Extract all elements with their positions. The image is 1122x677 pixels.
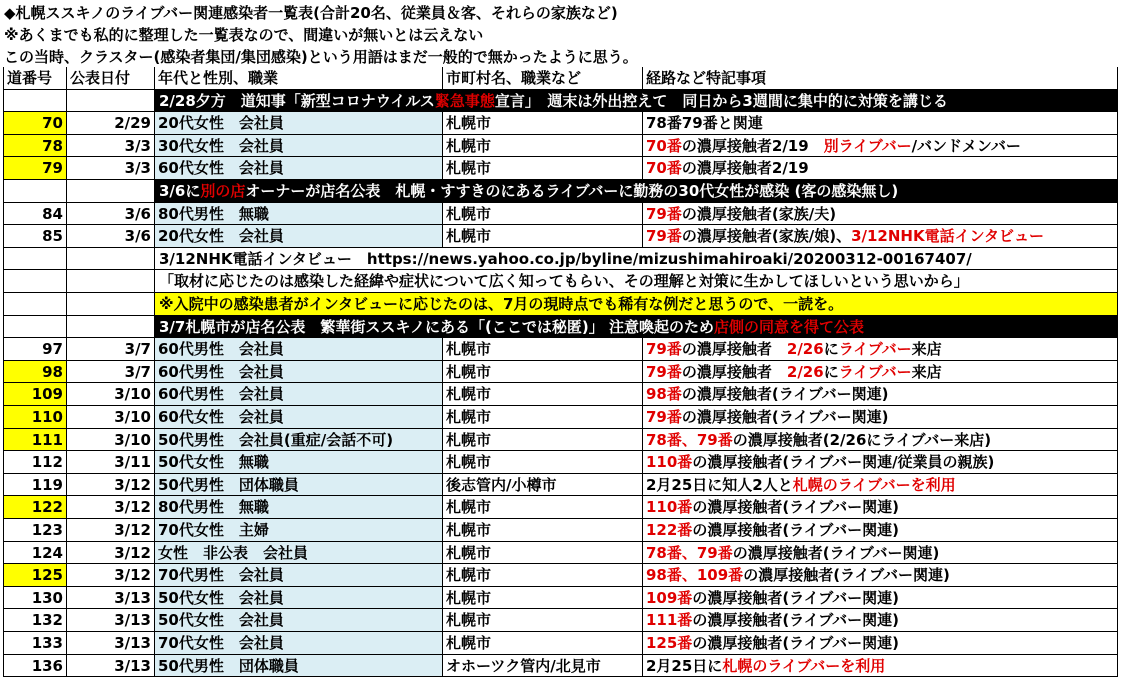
empty-cell: [3, 316, 67, 339]
age-gender-job-cell: 70代女性 会社員: [155, 632, 443, 655]
text-segment: 79番: [646, 408, 682, 426]
announce-date-cell: 3/13: [67, 655, 155, 677]
text-segment: 2/28夕方 道知事「新型コロナウイルス: [159, 91, 435, 110]
municipality-cell: 札幌市: [443, 587, 643, 610]
municipality-cell: 札幌市: [443, 406, 643, 429]
text-segment: 98番: [646, 385, 682, 404]
table-row: [3, 112, 1118, 135]
text-segment: 79番: [646, 227, 682, 246]
case-number-cell: 112: [3, 451, 67, 474]
table-row: [3, 519, 1118, 542]
announce-date-cell: 3/7: [67, 338, 155, 361]
text-segment: 110番: [646, 498, 693, 517]
age-gender-job-cell: 50代男性 団体職員: [155, 655, 443, 677]
age-gender-job-cell: 80代男性 無職: [155, 496, 443, 519]
text-segment: /バンドメンバー: [911, 136, 1021, 155]
empty-cell: [3, 293, 67, 316]
announce-date-cell: 3/7: [67, 361, 155, 384]
announce-date-cell: 3/10: [67, 429, 155, 452]
col-header-city: 市町村名、職業など: [443, 67, 643, 90]
age-gender-job-cell: 50代女性 会社員: [155, 609, 443, 632]
announce-date-cell: 2/29: [67, 112, 155, 135]
case-number-cell: 110: [3, 406, 67, 429]
age-gender-job-cell: 60代女性 会社員: [155, 157, 443, 180]
case-number-cell: 84: [3, 203, 67, 226]
announce-date-cell: 3/6: [67, 225, 155, 248]
table-row: [3, 451, 1118, 474]
route-notes-cell: [643, 203, 1118, 226]
text-segment: 札幌のライブバーを利用: [792, 475, 956, 494]
municipality-cell: 札幌市: [443, 383, 643, 406]
case-number-cell: 119: [3, 474, 67, 497]
text-segment: 79番: [646, 340, 682, 359]
text-segment: の濃厚接触者(ライブバー関連): [681, 408, 889, 426]
text-segment: の濃厚接触者(ライブバー関連/従業員の親族): [692, 453, 995, 472]
text-segment: の濃厚接触者(ライブバー関連): [692, 634, 899, 652]
empty-cell: [67, 90, 155, 113]
col-header-person: 年代と性別、職業: [155, 67, 443, 90]
text-segment: 111番: [646, 611, 693, 630]
table-row: [3, 587, 1118, 610]
table-row: [3, 383, 1118, 406]
age-gender-job-cell: 70代女性 主婦: [155, 519, 443, 542]
municipality-cell: 札幌市: [443, 157, 643, 180]
text-segment: の濃厚接触者2/19: [681, 159, 809, 178]
text-segment: の濃厚接触者: [681, 362, 787, 381]
announce-date-cell: 3/12: [67, 542, 155, 565]
table-row: [3, 542, 1118, 565]
empty-cell: [3, 270, 67, 293]
text-segment: 2/26: [786, 362, 824, 381]
table-row: [3, 135, 1118, 158]
table-row: [3, 203, 1118, 226]
age-gender-job-cell: 50代男性 会社員(重症/会話不可): [155, 429, 443, 452]
announce-date-cell: 3/11: [67, 451, 155, 474]
text-segment: の濃厚接触者(ライブバー関連): [681, 385, 889, 404]
announce-date-cell: 3/12: [67, 564, 155, 587]
route-notes-cell: [643, 564, 1118, 587]
announce-date-cell: 3/13: [67, 609, 155, 632]
age-gender-job-cell: 80代男性 無職: [155, 203, 443, 226]
banner-row: [3, 316, 1118, 339]
age-gender-job-cell: 20代女性 会社員: [155, 225, 443, 248]
route-notes-cell: [643, 542, 1118, 565]
route-notes-cell: [643, 609, 1118, 632]
route-notes-cell: [643, 429, 1118, 452]
text-segment: ※入院中の感染患者がインタビューに応じたのは、7月の現時点でも稀有な例だと思うので、一読を。: [159, 295, 844, 313]
text-segment: 78番、79番: [646, 430, 733, 449]
text-segment: 来店: [911, 362, 942, 381]
announce-date-cell: 3/3: [67, 135, 155, 158]
route-notes-cell: [643, 157, 1118, 180]
case-number-cell: 111: [3, 429, 67, 452]
text-segment: 110番: [646, 453, 693, 472]
text-segment: 店側の同意を得て公表: [714, 317, 865, 336]
text-segment: ライブバー: [838, 362, 912, 381]
text-segment: 70番: [646, 159, 682, 178]
empty-cell: [3, 180, 67, 203]
age-gender-job-cell: 30代女性 会社員: [155, 135, 443, 158]
announce-date-cell: 3/12: [67, 496, 155, 519]
municipality-cell: 札幌市: [443, 135, 643, 158]
empty-cell: [67, 316, 155, 339]
text-segment: の濃厚接触者(ライブバー関連): [692, 611, 899, 630]
announce-date-cell: 3/6: [67, 203, 155, 226]
route-notes-cell: [643, 112, 1118, 135]
table-row: [3, 496, 1118, 519]
route-notes-cell: [643, 406, 1118, 429]
case-number-cell: 133: [3, 632, 67, 655]
merged-note-cell: [155, 90, 1118, 113]
age-gender-job-cell: 50代女性 無職: [155, 451, 443, 474]
sheet-title: ◆札幌ススキノのライブバー関連感染者一覧表(合計20名、従業員＆客、それらの家族など): [4, 4, 618, 22]
route-notes-cell: [643, 383, 1118, 406]
case-number-cell: 78: [3, 135, 67, 158]
age-gender-job-cell: 60代男性 会社員: [155, 383, 443, 406]
municipality-cell: 札幌市: [443, 203, 643, 226]
announce-date-cell: 3/3: [67, 157, 155, 180]
text-segment: に: [823, 362, 839, 381]
route-notes-cell: [643, 496, 1118, 519]
text-segment: 2月25日に: [646, 656, 723, 675]
table-row: [3, 609, 1118, 632]
age-gender-job-cell: 20代女性 会社員: [155, 112, 443, 135]
sheet-disclaimer: ※あくまでも私的に整理した一覧表なので、間違いが無いとは云えない: [4, 26, 484, 44]
table-row: [3, 632, 1118, 655]
text-segment: 3/6に: [159, 182, 201, 200]
municipality-cell: 札幌市: [443, 451, 643, 474]
text-segment: オーナーが店名公表 札幌・すすきのにあるライブバーに勤務の30代女性が感染 (客の感染無し): [245, 182, 899, 200]
text-segment: 70番: [646, 136, 682, 155]
municipality-cell: 札幌市: [443, 542, 643, 565]
case-number-cell: 125: [3, 564, 67, 587]
text-segment: 来店: [911, 340, 942, 359]
age-gender-job-cell: 60代男性 会社員: [155, 338, 443, 361]
text-segment: の濃厚接触者(ライブバー関連): [692, 521, 899, 539]
announce-date-cell: 3/13: [67, 587, 155, 610]
empty-cell: [3, 90, 67, 113]
col-header-notes: 経路など特記事項: [643, 67, 1118, 90]
age-gender-job-cell: 女性 非公表 会社員: [155, 542, 443, 565]
age-gender-job-cell: 50代男性 団体職員: [155, 474, 443, 497]
merged-note-cell: [155, 248, 1118, 271]
route-notes-cell: [643, 361, 1118, 384]
table-row: [3, 655, 1118, 677]
case-number-cell: 109: [3, 383, 67, 406]
text-segment: 2/26: [786, 340, 824, 359]
age-gender-job-cell: 70代男性 会社員: [155, 564, 443, 587]
text-segment: 3/12NHK電話インタビュー https://news.yahoo.co.jp/byline/mizushimahiroaki/20200312-00167407/: [159, 249, 972, 268]
announce-date-cell: 3/13: [67, 632, 155, 655]
announce-date-cell: 3/12: [67, 519, 155, 542]
text-segment: 109番: [646, 588, 693, 607]
col-header-date: 公表日付: [67, 67, 155, 90]
text-segment: 78番、79番: [646, 543, 733, 562]
empty-cell: [67, 248, 155, 271]
banner-row: [3, 248, 1118, 271]
text-segment: 別ライブバー: [823, 136, 912, 155]
text-segment: の濃厚接触者(家族/娘)、: [681, 227, 852, 246]
text-segment: 3/12NHK電話インタビュー: [851, 227, 1044, 246]
text-segment: 「取材に応じたのは感染した経緯や症状について広く知ってもらい、その理解と対策に生かしてほしいという思いから」: [159, 272, 969, 291]
banner-row: [3, 180, 1118, 203]
text-segment: 札幌のライブバーを利用: [722, 656, 886, 675]
table-row: [3, 361, 1118, 384]
text-segment: 78番79番と関連: [646, 114, 763, 133]
municipality-cell: 後志管内/小樽市: [443, 474, 643, 497]
text-segment: の濃厚接触者2/19: [681, 136, 824, 155]
text-segment: 79番: [646, 362, 682, 381]
empty-cell: [67, 270, 155, 293]
route-notes-cell: [643, 135, 1118, 158]
case-number-cell: 124: [3, 542, 67, 565]
table-row: [3, 564, 1118, 587]
table-row: [3, 338, 1118, 361]
merged-note-cell: [155, 293, 1118, 316]
text-segment: 別の店: [200, 182, 246, 200]
case-number-cell: 130: [3, 587, 67, 610]
text-segment: の濃厚接触者(ライブバー関連): [732, 543, 940, 562]
text-segment: の濃厚接触者: [681, 340, 787, 359]
case-number-cell: 132: [3, 609, 67, 632]
case-number-cell: 70: [3, 112, 67, 135]
case-number-cell: 85: [3, 225, 67, 248]
municipality-cell: 札幌市: [443, 609, 643, 632]
table-header-row: [3, 67, 1118, 90]
table-row: [3, 406, 1118, 429]
municipality-cell: 札幌市: [443, 429, 643, 452]
route-notes-cell: [643, 519, 1118, 542]
municipality-cell: 札幌市: [443, 361, 643, 384]
text-segment: の濃厚接触者(家族/夫): [681, 204, 837, 223]
text-segment: の濃厚接触者(ライブバー関連): [743, 566, 950, 585]
announce-date-cell: 3/12: [67, 474, 155, 497]
municipality-cell: 札幌市: [443, 496, 643, 519]
case-number-cell: 98: [3, 361, 67, 384]
route-notes-cell: [643, 225, 1118, 248]
text-segment: 79番: [646, 204, 682, 223]
announce-date-cell: 3/10: [67, 406, 155, 429]
text-segment: 2月25日に知人2人と: [646, 475, 793, 494]
banner-row: [3, 270, 1118, 293]
text-segment: 宣言」 週末は外出控えて 同日から3週間に集中的に対策を講じる: [494, 91, 948, 110]
banner-row: [3, 90, 1118, 113]
route-notes-cell: [643, 655, 1118, 677]
text-segment: ライブバー: [838, 340, 912, 359]
municipality-cell: 札幌市: [443, 225, 643, 248]
text-segment: 緊急事態: [434, 91, 495, 110]
case-number-cell: 97: [3, 338, 67, 361]
sheet-note: この当時、クラスター(感染者集団/集団感染)という用語はまだ一般的で無かったように思う。: [4, 48, 638, 66]
merged-note-cell: [155, 316, 1118, 339]
table-row: [3, 429, 1118, 452]
text-segment: 122番: [646, 521, 693, 539]
age-gender-job-cell: 60代男性 会社員: [155, 361, 443, 384]
case-number-cell: 123: [3, 519, 67, 542]
case-number-cell: 122: [3, 496, 67, 519]
text-segment: 3/7札幌市が店名公表 繁華街ススキノにある「(ここでは秘匿)」 注意喚起のため: [159, 317, 714, 336]
banner-row: [3, 293, 1118, 316]
col-header-number: 道番号: [3, 67, 67, 90]
municipality-cell: 札幌市: [443, 632, 643, 655]
route-notes-cell: [643, 632, 1118, 655]
route-notes-cell: [643, 338, 1118, 361]
text-segment: の濃厚接触者(ライブバー関連): [692, 498, 899, 517]
route-notes-cell: [643, 474, 1118, 497]
empty-cell: [3, 248, 67, 271]
text-segment: 125番: [646, 634, 693, 652]
announce-date-cell: 3/10: [67, 383, 155, 406]
case-number-cell: 79: [3, 157, 67, 180]
municipality-cell: 札幌市: [443, 112, 643, 135]
text-segment: 98番、109番: [646, 566, 744, 585]
age-gender-job-cell: 50代女性 会社員: [155, 587, 443, 610]
table-row: [3, 225, 1118, 248]
municipality-cell: 札幌市: [443, 564, 643, 587]
route-notes-cell: [643, 451, 1118, 474]
route-notes-cell: [643, 587, 1118, 610]
merged-note-cell: [155, 180, 1118, 203]
municipality-cell: 札幌市: [443, 338, 643, 361]
table-row: [3, 157, 1118, 180]
merged-note-cell: [155, 270, 1118, 293]
case-number-cell: 136: [3, 655, 67, 677]
text-segment: の濃厚接触者(2/26にライブバー来店): [732, 430, 992, 449]
municipality-cell: 札幌市: [443, 519, 643, 542]
municipality-cell: オホーツク管内/北見市: [443, 655, 643, 677]
empty-cell: [67, 293, 155, 316]
age-gender-job-cell: 60代女性 会社員: [155, 406, 443, 429]
table-row: [3, 474, 1118, 497]
text-segment: に: [823, 340, 839, 359]
empty-cell: [67, 180, 155, 203]
text-segment: の濃厚接触者(ライブバー関連): [692, 588, 899, 607]
